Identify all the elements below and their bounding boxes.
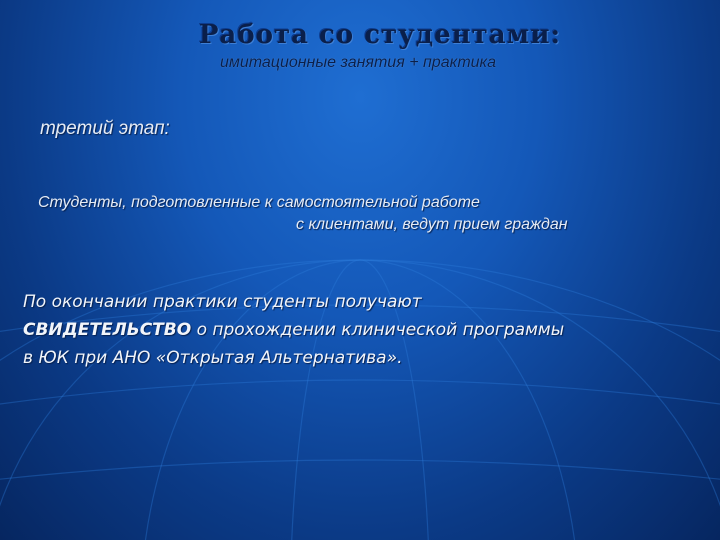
students-line-2: с клиентами, ведут прием граждан <box>296 216 568 233</box>
certificate-line-1: По окончании практики студенты получают <box>23 292 422 312</box>
certificate-line-2 <box>23 316 703 344</box>
slide-title: Работа со студентами: <box>198 20 562 50</box>
slide-subtitle: имитационные занятия + практика <box>219 54 496 71</box>
stage-heading: третий этап: <box>40 118 170 139</box>
certificate-bold-word: СВИДЕТЕЛЬСТВО <box>23 320 192 340</box>
certificate-line-2-rest: о прохождении клинической программы <box>191 320 565 340</box>
certificate-paragraph <box>23 288 703 372</box>
students-line-1: Студенты, подготовленные к самостоятельной работе <box>38 194 480 211</box>
students-paragraph <box>38 192 678 236</box>
certificate-line-3: в ЮК при АНО «Открытая Альтернатива». <box>23 348 403 368</box>
